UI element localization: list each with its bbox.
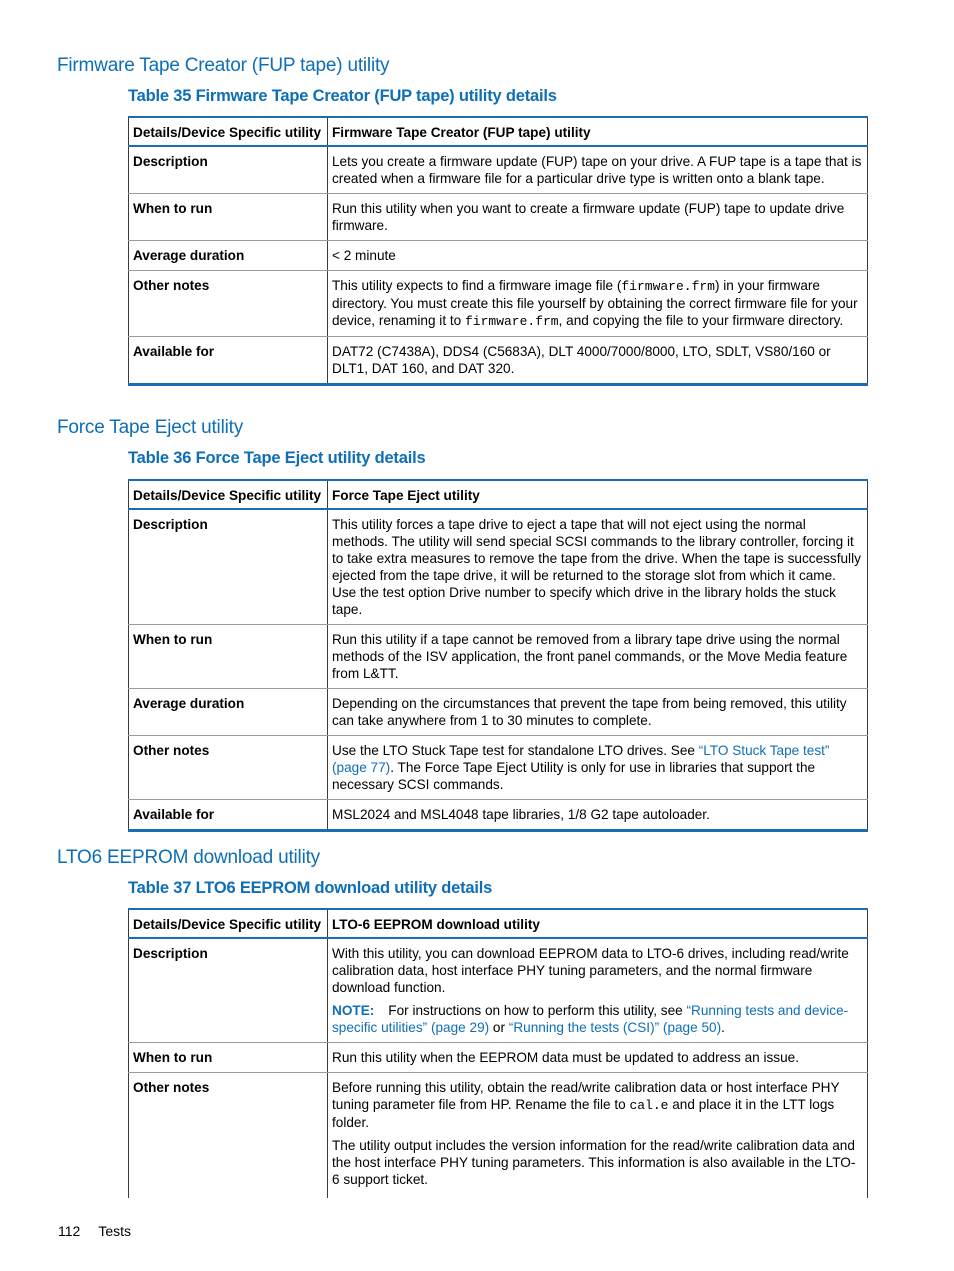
table-row (129, 337, 868, 385)
table-caption-36: Table 36 Force Tape Eject utility details (128, 449, 426, 467)
table-row (129, 736, 868, 800)
page-number: 112 (58, 1223, 81, 1239)
header-cell: Firmware Tape Creator (FUP tape) utility (328, 117, 868, 146)
row-label: Average duration (129, 241, 328, 271)
text-run: and place it in the LTT logs folder. (332, 1097, 835, 1130)
row-label: Average duration (129, 689, 328, 736)
table-row (129, 271, 868, 337)
code-filename: firmware.frm (464, 314, 559, 329)
row-label: When to run (129, 194, 328, 241)
code-filename: firmware.frm (621, 279, 715, 294)
row-value (328, 938, 868, 1043)
table-row (129, 800, 868, 831)
table-caption-37: Table 37 LTO6 EEPROM download utility details (128, 879, 493, 897)
table-row (129, 241, 868, 271)
table-fup-utility (128, 116, 868, 386)
row-label: Other notes (129, 736, 328, 800)
cross-reference-link[interactable]: “Running the tests (CSI)” (page 50) (508, 1020, 722, 1035)
text-run: or (489, 1020, 509, 1035)
row-label: When to run (129, 1043, 328, 1073)
table-row (129, 1073, 868, 1199)
table-header-row (129, 480, 868, 509)
table-row (129, 509, 868, 625)
row-value: < 2 minute (328, 241, 868, 271)
row-value: Lets you create a firmware update (FUP) tape on your drive. A FUP tape is a tape that is created when a firmware file for a particular drive type is written onto a blank tape. (328, 146, 868, 194)
text-run: , and copying the file to your firmware directory. (558, 313, 844, 328)
row-value: MSL2024 and MSL4048 tape libraries, 1/8 G2 tape autoloader. (328, 800, 868, 831)
text-run: Before running this utility, obtain the read/write calibration data or host interface PHY tuning parameter file from HP. Rename the file to (332, 1080, 840, 1112)
row-value: Run this utility if a tape cannot be removed from a library tape drive using the normal methods of the ISV application, the front panel commands, or the Move Media feature from L&TT. (328, 625, 868, 689)
table-row (129, 194, 868, 241)
table-row (129, 1043, 868, 1073)
row-label: Available for (129, 337, 328, 385)
row-value: Run this utility when you want to create a firmware update (FUP) tape to update drive firmware. (328, 194, 868, 241)
row-label: Description (129, 938, 328, 1043)
header-cell: Details/Device Specific utility (129, 117, 328, 146)
table-force-eject-utility (128, 479, 868, 832)
row-label: Description (129, 146, 328, 194)
page-footer (58, 1223, 131, 1239)
row-value: Depending on the circumstances that prevent the tape from being removed, this utility can take anywhere from 1 to 30 minutes to complete. (328, 689, 868, 736)
row-value: Run this utility when the EEPROM data must be updated to address an issue. (328, 1043, 868, 1073)
text-run: . (721, 1020, 725, 1035)
row-value: This utility forces a tape drive to eject a tape that will not eject using the normal methods. The utility will send special SCSI commands to the library controller, forcing it to take extra measures to remove the tape from the drive. When the tape is successfully ejected from the tape drive, it will be returned to the storage slot from which it came. Use the test option Drive number to specify which drive in the library holds the stuck tape. (328, 509, 868, 625)
text-run: Use the LTO Stuck Tape test for standalone LTO drives. See (332, 743, 699, 758)
section-heading-force-eject: Force Tape Eject utility (57, 417, 243, 438)
row-value (328, 271, 868, 337)
other-notes-paragraph (332, 1079, 862, 1131)
note-label: NOTE: (332, 1003, 375, 1018)
row-value: DAT72 (C7438A), DDS4 (C5683A), DLT 4000/7000/8000, LTO, SDLT, VS80/160 or DLT1, DAT 160, and DAT 320. (328, 337, 868, 385)
row-value (328, 1073, 868, 1199)
table-header-row (129, 909, 868, 938)
table-row (129, 146, 868, 194)
header-cell: LTO-6 EEPROM download utility (328, 909, 868, 938)
cross-reference-link[interactable]: “Running tests and device-specific utilities” (page 29) (332, 1003, 849, 1035)
row-label: Other notes (129, 271, 328, 337)
code-filename: cal.e (629, 1098, 669, 1113)
row-value (328, 736, 868, 800)
table-row (129, 938, 868, 1043)
section-heading-fup: Firmware Tape Creator (FUP tape) utility (57, 55, 390, 76)
section-heading-lto6-eeprom: LTO6 EEPROM download utility (57, 847, 320, 868)
row-label: When to run (129, 625, 328, 689)
row-label: Available for (129, 800, 328, 831)
table-row (129, 625, 868, 689)
description-text: With this utility, you can download EEPROM data to LTO-6 drives, including read/write calibration data, host interface PHY tuning parameters, and the normal firmware download function. (332, 946, 849, 995)
header-cell: Details/Device Specific utility (129, 480, 328, 509)
header-cell: Force Tape Eject utility (328, 480, 868, 509)
text-run: . The Force Tape Eject Utility is only for use in libraries that support the necessary SCSI commands. (332, 760, 816, 792)
header-cell: Details/Device Specific utility (129, 909, 328, 938)
table-lto6-eeprom-utility (128, 908, 868, 1198)
other-notes-paragraph: The utility output includes the version information for the read/write calibration data and the host interface PHY tuning parameters. This information is also available in the LTO-6 support ticket. (332, 1138, 856, 1187)
table-header-row (129, 117, 868, 146)
text-run: This utility expects to find a firmware image file ( (332, 278, 622, 293)
table-row (129, 689, 868, 736)
footer-section-name: Tests (98, 1223, 132, 1239)
text-run: ) in your firmware directory. You must create this file yourself by obtaining the correct firmware file for your device, renaming it to (332, 278, 858, 328)
row-label: Description (129, 509, 328, 625)
note-block (332, 1002, 862, 1036)
row-label: Other notes (129, 1073, 328, 1199)
cross-reference-link[interactable]: “LTO Stuck Tape test” (page 77) (332, 743, 830, 775)
table-caption-35: Table 35 Firmware Tape Creator (FUP tape) utility details (128, 87, 557, 105)
text-run: For instructions on how to perform this utility, see (388, 1003, 687, 1018)
